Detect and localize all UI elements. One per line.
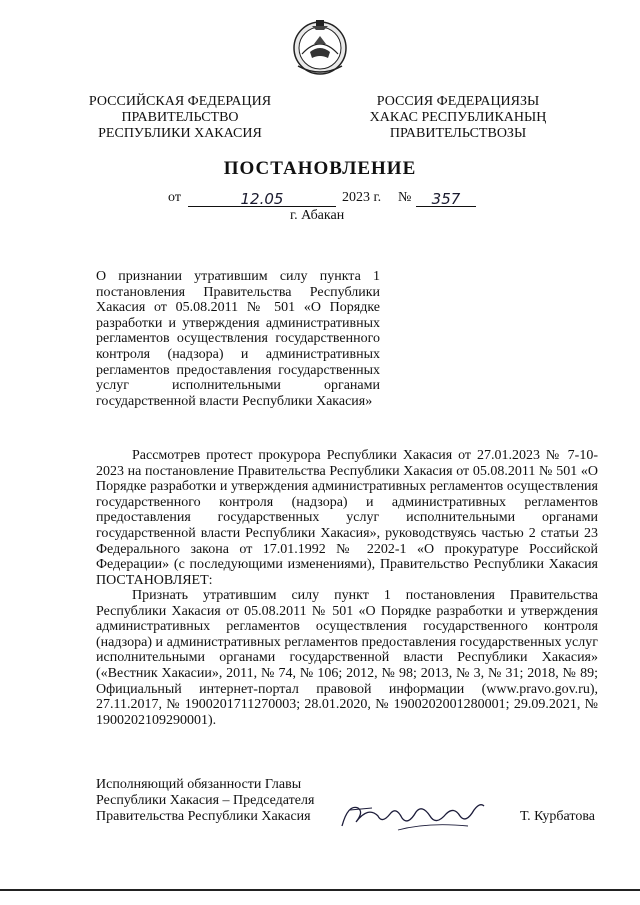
date-year: 2023 г. [342,190,382,205]
page-bottom-rule [0,889,640,891]
header-right [356,94,560,142]
handwritten-date: 12.05 [188,190,336,207]
handwritten-number: 357 [416,190,476,207]
document-title: ПОСТАНОВЛЕНИЕ [223,158,417,179]
header-right-line: ПРАВИТЕЛЬСТВОЗЫ [389,126,527,141]
signatory-position-line: Исполняющий обязанности Главы [96,777,302,792]
city: г. Абакан [290,208,345,223]
signatory-name: Т. Курбатова [520,809,595,824]
header-left-line: РОССИЙСКАЯ ФЕДЕРАЦИЯ [88,94,272,109]
signatory-position-line: Республики Хакасия – Председателя [96,793,315,808]
signatory-position [96,777,314,825]
header-right-line: РОССИЯ ФЕДЕРАЦИЯЗЫ [376,94,540,109]
document-subject: О признании утратившим силу пункта 1 постановления Правительства Республики Хакасия от 05.08.2011 № 501 «О Порядке разработки и утверждения административных регламентов осуществления государственного контроля (надзора) и административных регламентов предоставления государственных услуг исполнительными органами государственной власти Республики Хакасия» [96,269,380,409]
handwritten-signature [338,796,488,836]
header-left [82,94,278,142]
header-right-line: ХАКАС РЕСПУБЛИКАНЫҢ [369,110,547,125]
body-paragraph-2: Признать утратившим силу пункт 1 постановления Правительства Республики Хакасия от 05.08.2011 № 501 «О Порядке разработки и утверждения административных регламентов осуществления государственного контроля (надзора) и административных регламентов предоставления государственных услуг исполнительными органами государственной власти Республики Хакасия» («Вестник Хакасии», 2011, № 74, № 106; 2012, № 98; 2013, № 3, № 31; 2018, № 89; Официальный интернет-портал правовой информации (www.pravo.gov.ru), 27.11.2017, № 1900201711270003; 28.01.2020, № 1900202001280001; 29.09.2021, № 1900202109290001). [96,588,598,728]
header-left-line: ПРАВИТЕЛЬСТВО [121,110,239,125]
body-paragraph-1: Рассмотрев протест прокурора Республики Хакасия от 27.01.2023 № 7-10-2023 на постановление Правительства Республики Хакасия от 05.08.2011 № 501 «О Порядке разработки и утверждения административных регламентов осуществления государственного контроля (надзора) и административных регламентов предоставления государственных услуг исполнительными органами государственной власти Республики Хакасия», руководствуясь частью 2 статьи 23 Федерального закона от 17.01.1992 № 2202-1 «О прокуратуре Российской Федерации» (с последующими изменениями), Правительство Республики Хакасия ПОСТАНОВЛЯЕТ: [96,448,598,588]
number-label: № [398,190,412,205]
signatory-position-line: Правительства Республики Хакасия [96,809,311,824]
coat-of-arms-emblem-icon [288,14,352,78]
header-left-line: РЕСПУБЛИКИ ХАКАСИЯ [98,126,262,141]
date-from-label: от [168,190,181,205]
